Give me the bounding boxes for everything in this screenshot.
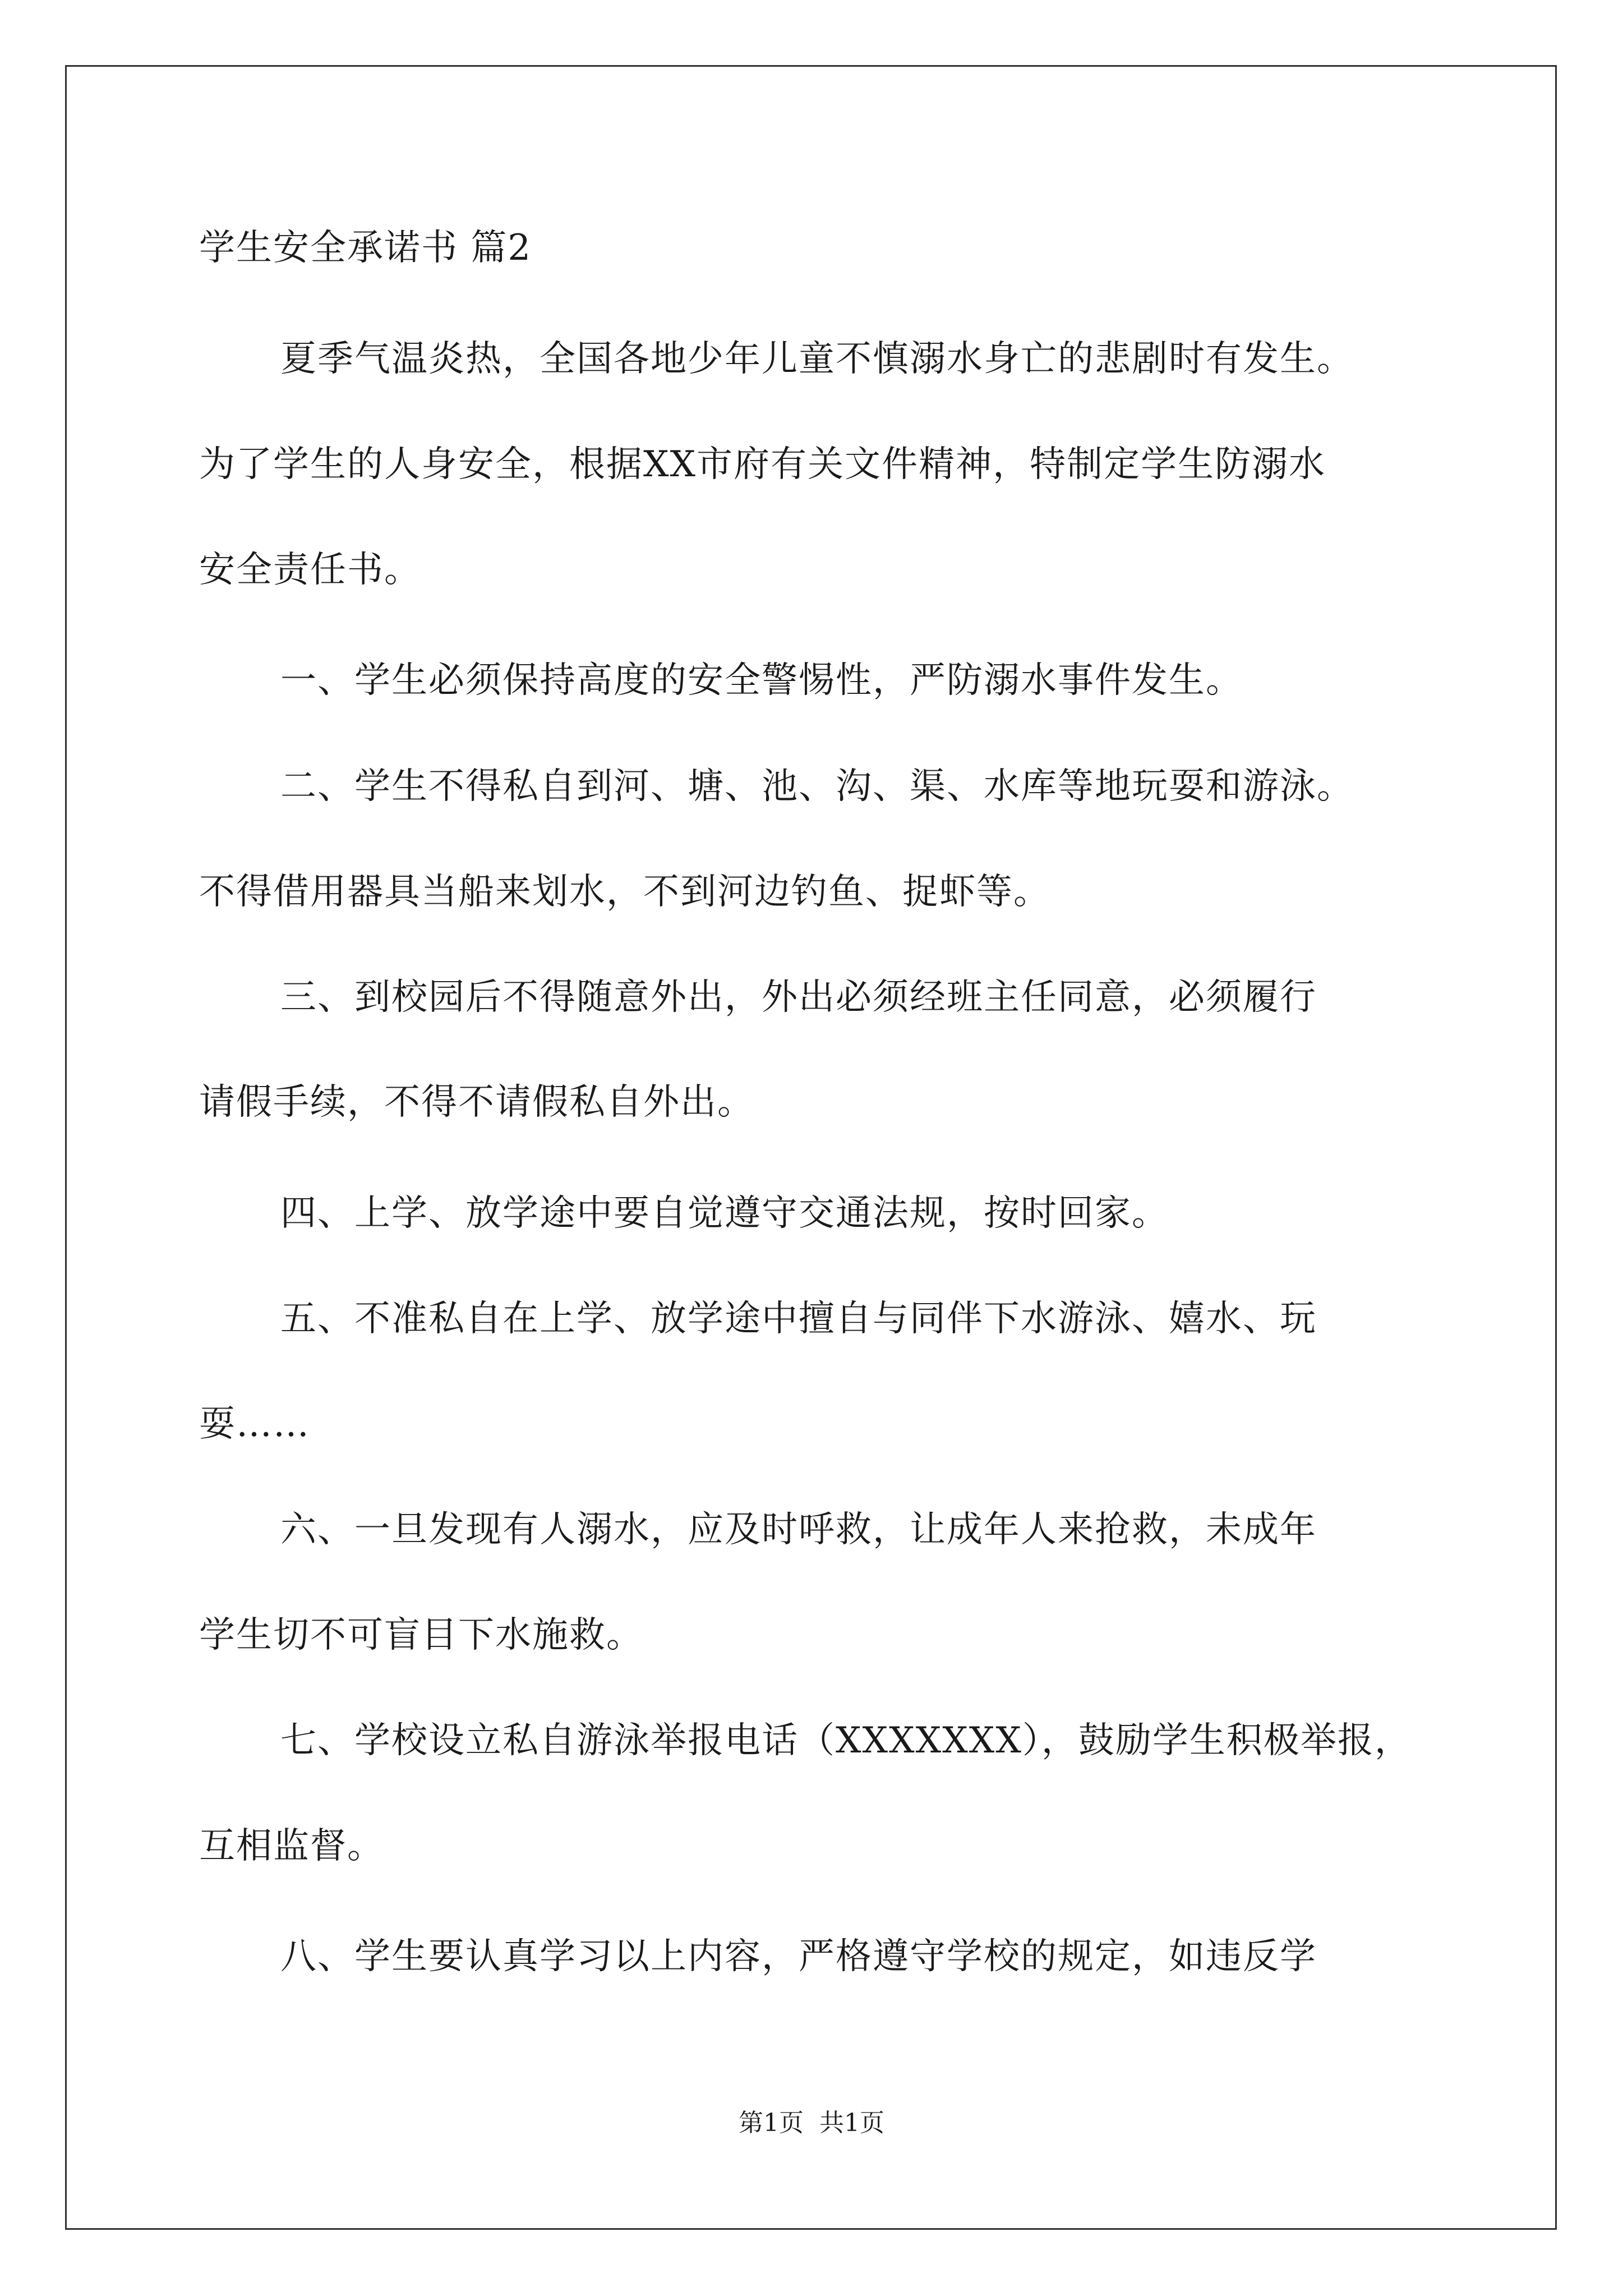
paragraph-line: 互相监督。	[199, 1825, 384, 1867]
page-footer: 第1页 共1页	[739, 2109, 884, 2137]
paragraph-line: 学生切不可盲目下水施救。	[199, 1614, 643, 1656]
paragraph-line: 安全责任书。	[199, 549, 421, 591]
page-border	[65, 65, 1557, 2230]
paragraph-line: 请假手续，不得不请假私自外出。	[199, 1082, 754, 1123]
paragraph-line: 二、学生不得私自到河、塘、池、沟、渠、水库等地玩耍和游泳。	[280, 766, 1354, 807]
paragraph-line: 五、不准私自在上学、放学途中擅自与同伴下水游泳、嬉水、玩	[280, 1298, 1317, 1340]
paragraph-line: 耍……	[199, 1404, 310, 1445]
paragraph-line: 为了学生的人身安全，根据XX市府有关文件精神，特制定学生防溺水	[199, 444, 1326, 485]
paragraph-line: 三、到校园后不得随意外出，外出必须经班主任同意，必须履行	[280, 977, 1317, 1018]
paragraph-line: 一、学生必须保持高度的安全警惕性，严防溺水事件发生。	[280, 660, 1243, 701]
paragraph-line: 夏季气温炎热，全国各地少年儿童不慎溺水身亡的悲剧时有发生。	[280, 338, 1354, 380]
paragraph-line: 八、学生要认真学习以上内容，严格遵守学校的规定，如违反学	[280, 1936, 1317, 1977]
document-title: 学生安全承诺书 篇2	[199, 227, 532, 269]
paragraph-line: 不得借用器具当船来划水，不到河边钓鱼、捉虾等。	[199, 871, 1050, 913]
paragraph-line: 七、学校设立私自游泳举报电话（XXXXXXX），鼓励学生积极举报，	[280, 1720, 1412, 1761]
paragraph-line: 六、一旦发现有人溺水，应及时呼救，让成年人来抢救，未成年	[280, 1509, 1317, 1550]
paragraph-line: 四、上学、放学途中要自觉遵守交通法规，按时回家。	[280, 1193, 1169, 1234]
